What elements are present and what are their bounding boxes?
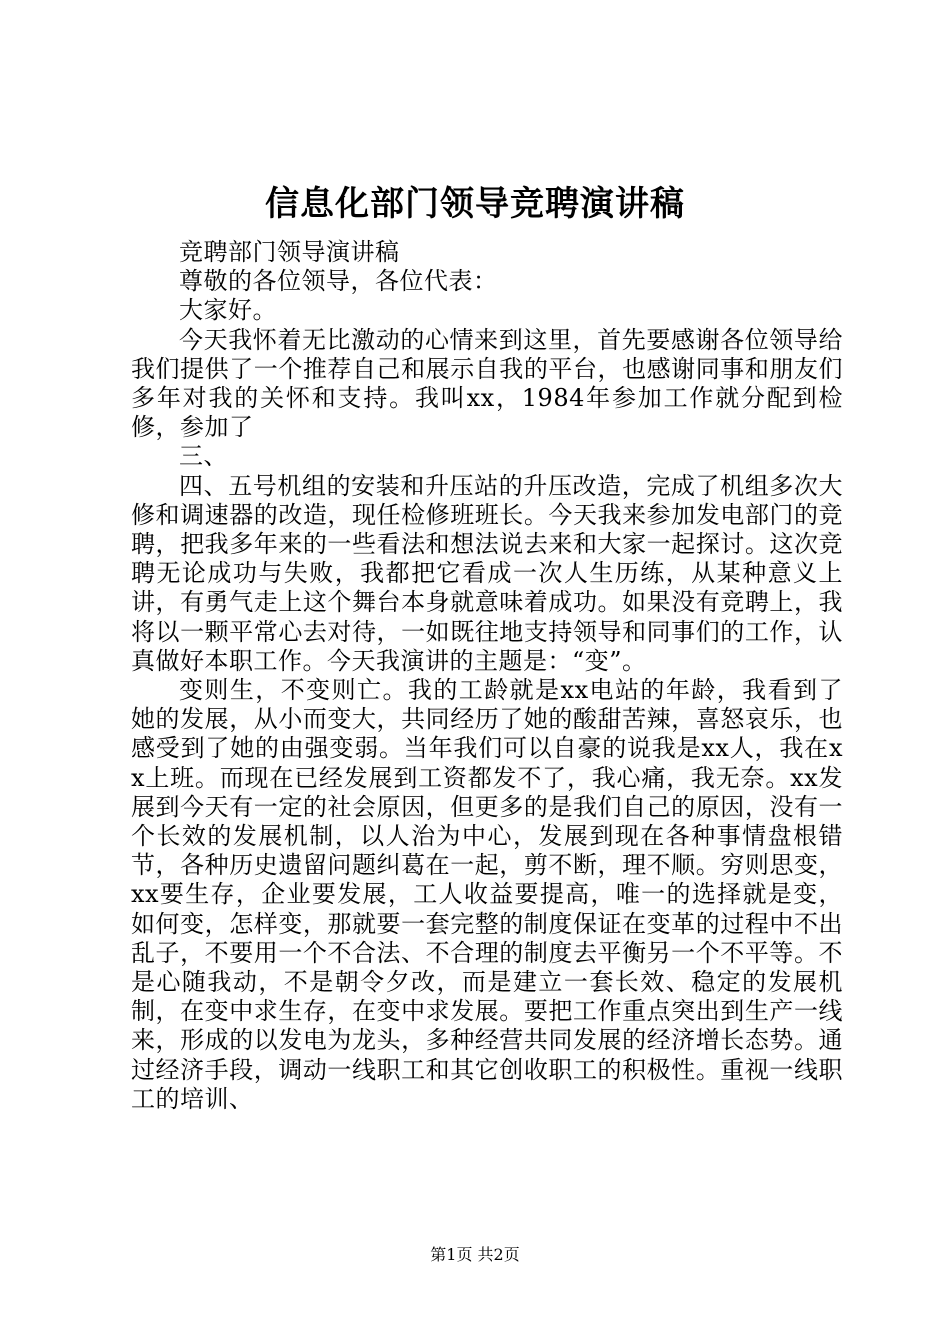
paragraph: 尊敬的各位领导，各位代表： xyxy=(179,267,498,296)
paragraph: 变则生，不变则亡。我的工龄就是xx电站的年龄，我看到了她的发展，从小而变大，共同经历了她的酸甜苦辣，喜怒哀乐，也感受到了她的由强变弱。当年我们可以自豪的说我是xx人，我在xx上班。而现在已经发展到工资都发不了，我心痛，我无奈。xx发展到今天有一定的社会原因，但更多的是我们自己的原因，没有一个长效的发展机制，以人治为中心，发展到现在各种事情盘根错节，各种历史遗留问题纠葛在一起，剪不断，理不顺。穷则思变，xx要生存，企业要发展，工人收益要提高，唯一的选择就是变，如何变，怎样变，那就要一套完整的制度保证在变革的过程中不出乱子，不要用一个不合法、不合理的制度去平衡另一个不平等。不是心随我动，不是朝令夕改，而是建立一套长效、稳定的发展机制，在变中求生存，在变中求发展。要把工作重点突出到生产一线来，形成的以发电为龙头，多种经营共同发展的经济增长态势。通过经济手段，调动一线职工和其它创收职工的积极性。重视一线职工的培训、 xyxy=(131,676,843,1113)
page-total: 共2页 xyxy=(477,1245,520,1264)
paragraph: 四、五号机组的安装和升压站的升压改造，完成了机组多次大修和调速器的改造，现任检修班班长。今天我来参加发电部门的竞聘，把我多年来的一些看法和想法说去来和大家一起探讨。这次竞聘无论成功与失败，我都把它看成一次人生历练，从某种意义上讲，有勇气走上这个舞台本身就意味着成功。如果没有竞聘上，我将以一颗平常心去对待，一如既往地支持领导和同事们的工作，认真做好本职工作。今天我演讲的主题是：“变”。 xyxy=(131,471,843,675)
paragraph: 大家好。 xyxy=(179,296,277,325)
paragraph: 三、 xyxy=(179,442,228,471)
page-number: 第1页 xyxy=(430,1245,473,1264)
page-footer xyxy=(0,1245,950,1265)
document-body xyxy=(131,238,843,1114)
paragraph: 今天我怀着无比激动的心情来到这里，首先要感谢各位领导给我们提供了一个推荐自己和展示自我的平台，也感谢同事和朋友们多年对我的关怀和支持。我叫xx，1984年参加工作就分配到检修，参加了 xyxy=(131,325,843,442)
document-title: 信息化部门领导竞聘演讲稿 xyxy=(265,184,685,224)
paragraph: 竞聘部门领导演讲稿 xyxy=(179,238,400,266)
